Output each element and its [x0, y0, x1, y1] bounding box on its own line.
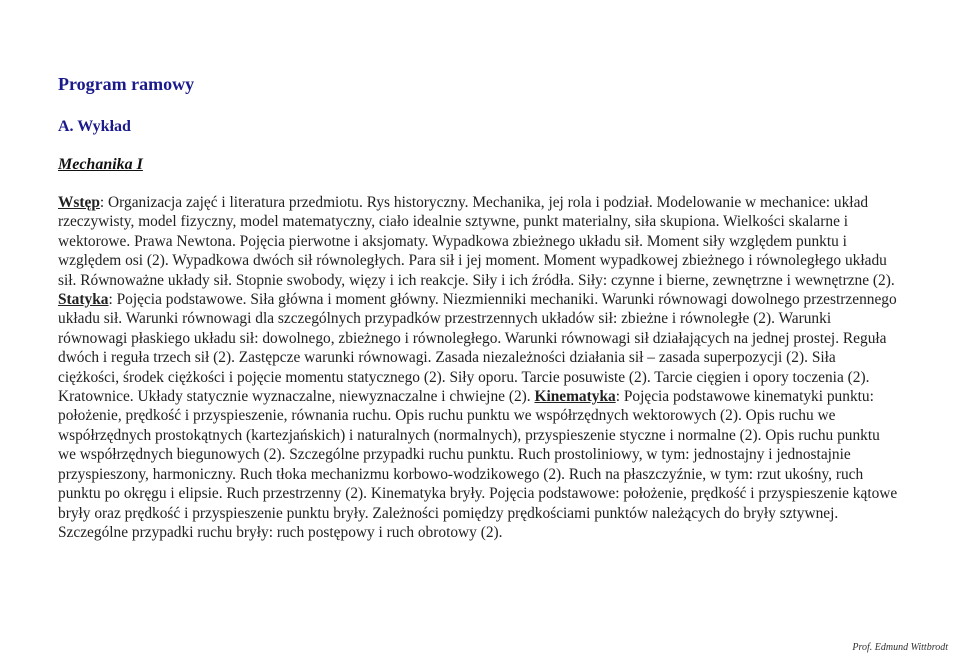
intro-text: Organizacja zajęć i literatura przedmiotu. Rys historyczny. Mechanika, jej rola i podział. Modelowanie w mechanice: układ rzeczywisty, model fizyczny, model matematyczny, ciało idealnie sztywne, punkt materialny, siła skupiona. Wielkości skalarne i wektorowe. Prawa Newtona. Pojęcia pierwotne i aksjomaty. Wypadkowa zbieżnego układu sił. Moment siły względem punktu i względem osi (2). Wypadkowa dwóch sił równoległych. Para sił i jej moment. Moment wypadkowej zbieżnego i równoległego układu sił. Równoważne układy sił. Stopnie swobody, więzy i ich reakcje. Siły i ich źródła. Siły: czynne i bierne, zewnętrzne i wewnętrzne (2). — [58, 194, 895, 289]
author-footer: Prof. Edmund Wittbrodt — [852, 642, 948, 653]
intro-label: Wstęp — [58, 194, 100, 211]
section-heading: A. Wykład — [58, 118, 131, 135]
kinematics-label: Kinematyka — [534, 388, 616, 406]
statics-separator: : — [108, 291, 113, 309]
page-title: Program ramowy — [58, 74, 195, 94]
syllabus-paragraph — [58, 193, 898, 542]
course-heading: Mechanika I — [58, 156, 143, 173]
statics-label: Statyka — [58, 291, 109, 309]
intro-separator: : — [99, 194, 105, 211]
statics-text: Pojęcia podstawowe. Siła główna i moment główny. Niezmienniki mechaniki. Warunki równowagi dowolnego przestrzennego układu sił. Warunki równowagi dla szczególnych przypadków przestrzennych układów sił: zbieżne i równoległe (2). Warunki równowagi płaskiego układu sił: dowolnego, zbieżnego i równoległego. Warunki równowagi sił działających na jednej prostej. Reguła dwóch i reguła trzech sił (2). Zastępcze warunki równowagi. Zasada niezależności działania sił – zasada superpozycji (2). Siła ciężkości, środek ciężkości i pojęcie momentu statycznego (2). Siły oporu. Tarcie posuwiste (2). Tarcie cięgien i opory toczenia (2). Kratownice. Układy statycznie wyznaczalne, niewyznaczalne i chwiejne (2). — [58, 291, 897, 406]
kinematics-text: Pojęcia podstawowe kinematyki punktu: położenie, prędkość i przyspieszenie, równania ruchu. Opis ruchu punktu we współrzędnych wektorowych (2). Opis ruchu we współrzędnych prostokątnych (kartezjańskich) i naturalnych (normalnych), przyspieszenie styczne i normalne (2). Opis ruchu punktu we współrzędnych biegunowych (2). Szczególne przypadki ruchu punktu. Ruch prostoliniowy, w tym: jednostajny i jednostajnie przyspieszony, harmoniczny. Ruch tłoka mechanizmu korbowo-wodzikowego (2). Ruch na płaszczyźnie, w tym: rzut ukośny, ruch punktu po okręgu i elipsie. Ruch przestrzenny (2). Kinematyka bryły. Pojęcia podstawowe: położenie, prędkość i przyspieszenie kątowe bryły oraz prędkość i przyspieszenie punktu bryły. Zależności pomiędzy prędkościami punktów należących do bryły sztywnej. Szczególne przypadki ruchu bryły: ruch postępowy i ruch obrotowy (2). — [58, 388, 898, 541]
kinematics-separator: : — [615, 388, 620, 406]
